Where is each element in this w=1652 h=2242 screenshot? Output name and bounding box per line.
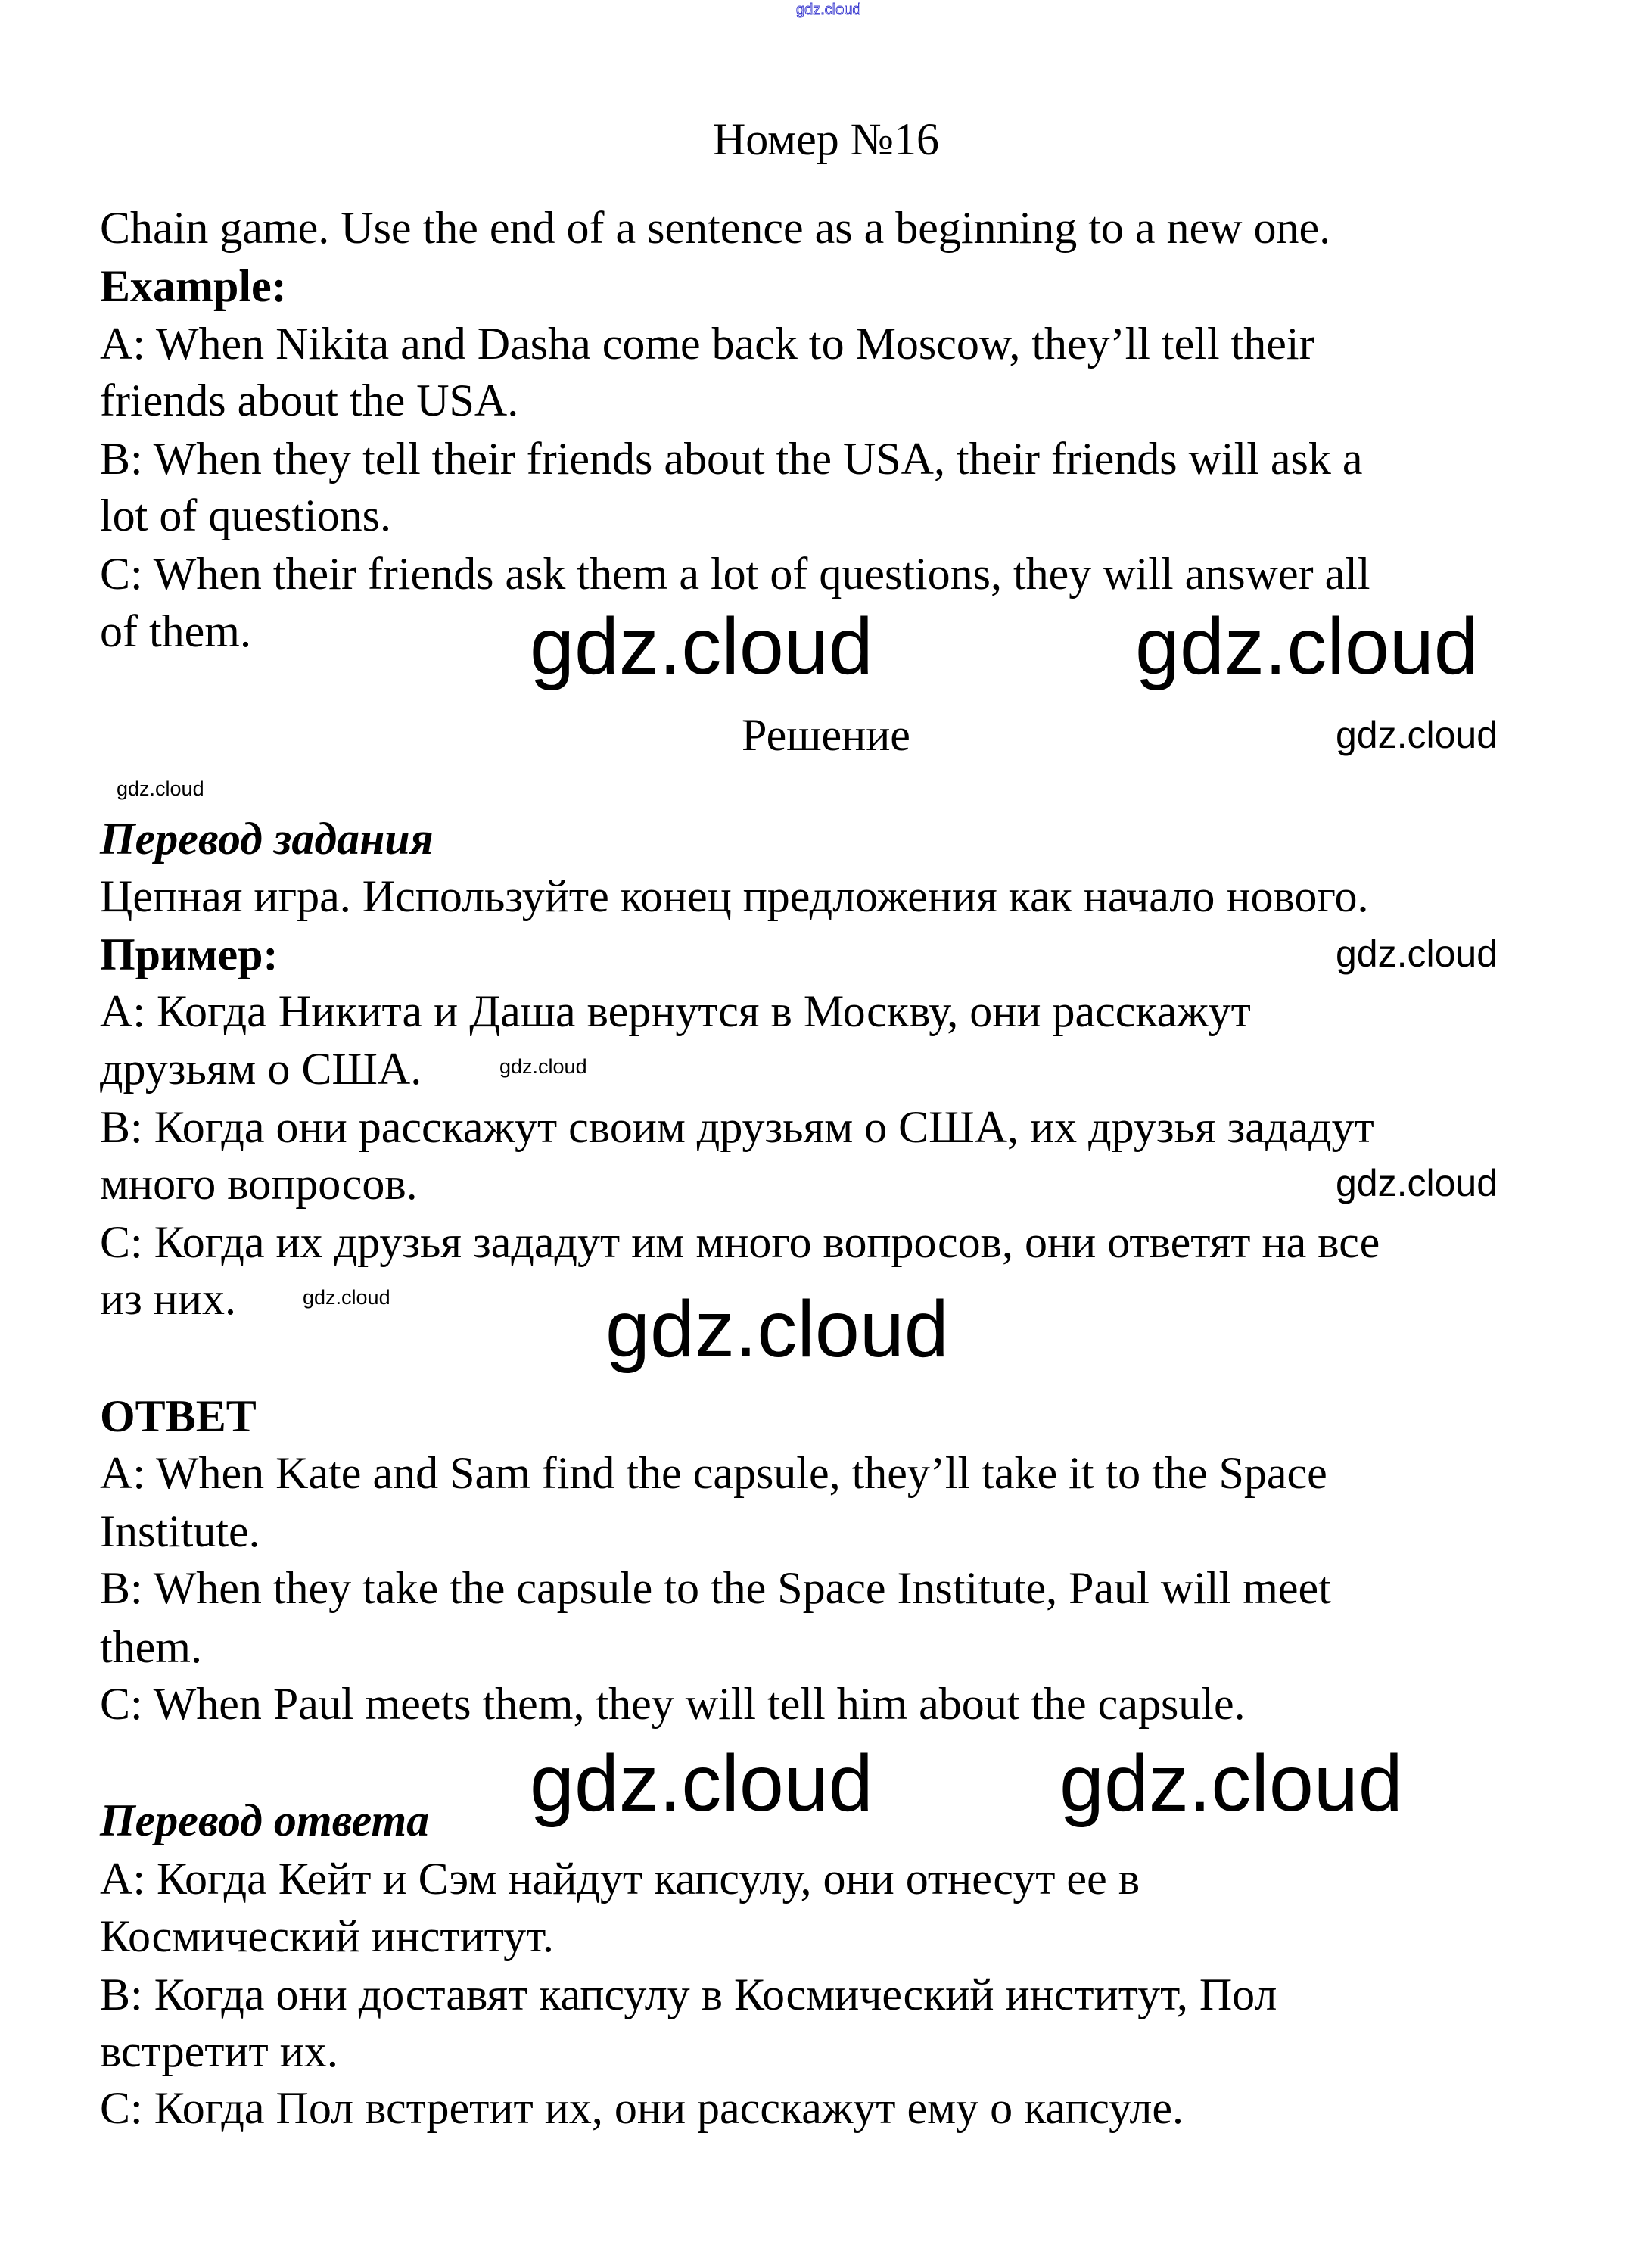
answer-line: C: When Paul meets them, they will tell him about the capsule. [100,1679,1246,1729]
example-label: Example: [100,261,287,311]
answer-translation-heading: Перевод ответа [100,1795,430,1845]
answer-translation-line: B: Когда они доставят капсулу в Космический институт, Пол [100,1970,1277,2019]
page-title: Номер №16 [712,114,940,164]
watermark: gdz.cloud [1336,933,1498,975]
watermark: gdz.cloud [1336,714,1498,756]
translation-example-label: Пример: [100,929,278,979]
watermark: gdz.cloud [605,1284,949,1374]
task-instruction: Chain game. Use the end of a sentence as a beginning to a new one. [100,203,1331,253]
watermark: gdz.cloud [499,1055,587,1078]
watermark-top: gdz.cloud [796,2,861,18]
task-line: of them. [100,606,251,656]
answer-line: A: When Kate and Sam find the capsule, they’ll take it to the Space [100,1448,1327,1498]
answer-translation-line: встретит их. [100,2026,338,2076]
watermark: gdz.cloud [1059,1739,1403,1828]
answer-line: B: When they take the capsule to the Space Institute, Paul will meet [100,1563,1331,1613]
answer-heading: ОТВЕТ [100,1391,257,1441]
translation-instruction: Цепная игра. Используйте конец предложения как начало нового. [100,871,1369,921]
watermark: gdz.cloud [530,602,873,691]
task-line: C: When their friends ask them a lot of questions, they will answer all [100,549,1370,599]
task-line: B: When they tell their friends about the USA, their friends will ask a [100,434,1363,484]
answer-translation-line: Космический институт. [100,1911,554,1961]
watermark: gdz.cloud [117,777,204,800]
watermark: gdz.cloud [303,1286,390,1309]
watermark: gdz.cloud [1135,602,1479,691]
translation-line: A: Когда Никита и Даша вернутся в Москву, они расскажут [100,986,1251,1036]
answer-line: Institute. [100,1506,260,1556]
watermark: gdz.cloud [1336,1162,1498,1204]
translation-line: B: Когда они расскажут своим друзьям о США, их друзья зададут [100,1102,1374,1152]
watermark: gdz.cloud [530,1739,873,1828]
translation-line: друзьям о США. [100,1044,422,1094]
translation-line: C: Когда их друзья зададут им много вопросов, они ответят на все [100,1217,1380,1267]
translation-heading: Перевод задания [100,814,434,864]
task-line: lot of questions. [100,490,391,540]
translation-line: много вопросов. [100,1159,418,1209]
solution-heading: Решение [742,710,910,760]
task-line: friends about the USA. [100,375,519,425]
answer-translation-line: A: Когда Кейт и Сэм найдут капсулу, они отнесут ее в [100,1854,1140,1904]
translation-line: из них. [100,1274,237,1324]
task-line: A: When Nikita and Dasha come back to Moscow, they’ll tell their [100,319,1314,369]
answer-line: them. [100,1622,202,1672]
answer-translation-line: C: Когда Пол встретит их, они расскажут ему о капсуле. [100,2083,1184,2133]
